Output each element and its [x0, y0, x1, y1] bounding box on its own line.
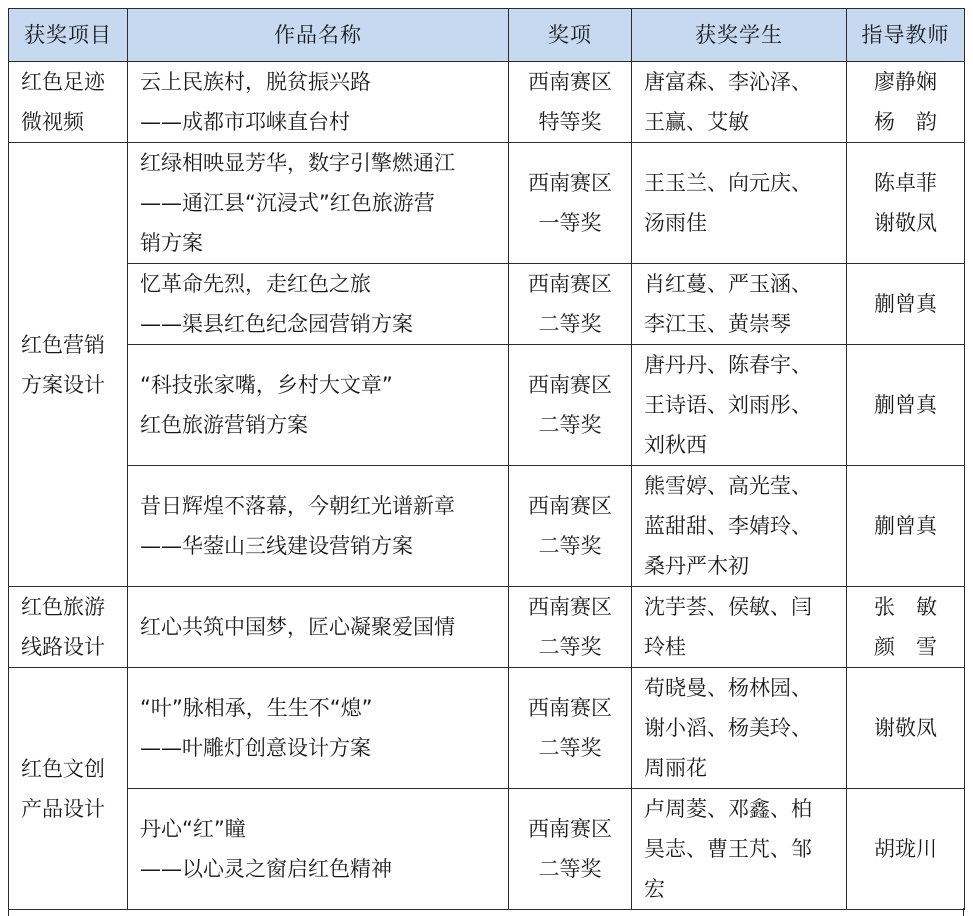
- work-title-line: 红绿相映显芳华，数字引擎燃通江: [140, 151, 455, 175]
- students-cell: [632, 668, 847, 789]
- table-row: [9, 62, 965, 143]
- award-cell: [509, 466, 632, 587]
- students-line: 肖红蔓、严玉涵、: [644, 272, 812, 296]
- award-line: 二等奖: [538, 534, 602, 558]
- award-cell: [509, 264, 632, 345]
- teacher-name: 陈卓菲: [874, 171, 937, 195]
- work-title-line: 云上民族村，脱贫振兴路: [140, 70, 371, 94]
- students-line: 玲桂: [644, 635, 686, 659]
- table-row: [9, 264, 965, 345]
- work-title-line: 昔日辉煌不落幕，今朝红光谱新章: [140, 494, 455, 518]
- teacher-name: 廖静娴: [874, 70, 937, 94]
- teacher-name: 谢敬凤: [874, 716, 937, 740]
- teacher-name: 蒯曾真: [874, 514, 937, 538]
- students-line: 熊雪婷、高光莹、: [644, 474, 812, 498]
- work-title-line: ——以心灵之窗启红色精神: [140, 857, 392, 881]
- work-title-line: “科技张家嘴，乡村大文章”: [140, 373, 393, 397]
- teacher-cell: [847, 789, 965, 910]
- award-cell: [509, 345, 632, 466]
- work-title-cell: [128, 345, 509, 466]
- students-line: 王赢、艾敏: [644, 110, 749, 134]
- header-work: 作品名称: [128, 9, 509, 62]
- category-line: 方案设计: [21, 372, 105, 397]
- teacher-name: 谢敬凤: [874, 211, 937, 235]
- work-title-line: “叶”脉相承，生生不“熄”: [140, 696, 373, 720]
- students-line: 宏: [644, 877, 665, 901]
- award-line: 二等奖: [538, 857, 602, 881]
- students-line: 昊志、曹王芃、邹: [644, 837, 812, 861]
- work-title-line: 丹心“红”瞳: [140, 817, 246, 841]
- table-row: [9, 345, 965, 466]
- students-cell: [632, 345, 847, 466]
- teacher-cell: [847, 345, 965, 466]
- teacher-cell: [847, 143, 965, 264]
- award-line: 二等奖: [538, 736, 602, 760]
- students-cell: [632, 264, 847, 345]
- header-row: [9, 9, 965, 62]
- students-cell: [632, 62, 847, 143]
- header-award: 奖项: [509, 9, 632, 62]
- students-line: 汤雨佳: [644, 211, 707, 235]
- work-title-cell: [128, 62, 509, 143]
- work-title-line: 忆革命先烈，走红色之旅: [140, 272, 371, 296]
- students-line: 桑丹严木初: [644, 554, 749, 578]
- work-title-line: ——通江县“沉浸式”红色旅游营: [140, 191, 435, 215]
- category-line: 微视频: [21, 110, 84, 134]
- teacher-cell: [847, 466, 965, 587]
- award-line: 西南赛区: [528, 70, 612, 94]
- students-line: 李江玉、黄崇琴: [644, 312, 791, 336]
- award-cell: [509, 789, 632, 910]
- teacher-cell: [847, 62, 965, 143]
- award-line: 西南赛区: [528, 817, 612, 841]
- students-line: 唐丹丹、陈春宇、: [644, 353, 812, 377]
- award-line: 西南赛区: [528, 595, 612, 619]
- teacher-cell: [847, 264, 965, 345]
- teacher-name: 胡珑川: [874, 837, 937, 861]
- work-title-cell: [128, 668, 509, 789]
- award-line: 西南赛区: [528, 696, 612, 720]
- students-line: 谢小滔、杨美玲、: [644, 716, 812, 740]
- category-cell: [9, 62, 128, 143]
- work-title-cell: [128, 789, 509, 910]
- students-line: 蓝甜甜、李婧玲、: [644, 514, 812, 538]
- teacher-name: 蒯曾真: [874, 393, 937, 417]
- table-row: [9, 466, 965, 587]
- category-line: 线路设计: [21, 635, 105, 659]
- students-line: 沈芋荟、侯敏、闫: [644, 595, 812, 619]
- award-line: 西南赛区: [528, 373, 612, 397]
- award-cell: [509, 143, 632, 264]
- header-category: 获奖项目: [9, 9, 128, 62]
- table-row: [9, 143, 965, 264]
- teacher-cell: [847, 668, 965, 789]
- award-line: 二等奖: [538, 635, 602, 659]
- category-line: 红色营销: [21, 332, 105, 357]
- category-line: 产品设计: [21, 796, 105, 821]
- work-title-cell: [128, 466, 509, 587]
- table-row: [9, 789, 965, 910]
- category-cell: [9, 587, 128, 668]
- students-line: 苟晓曼、杨林园、: [644, 676, 812, 700]
- award-line: 二等奖: [538, 413, 602, 437]
- students-cell: [632, 587, 847, 668]
- work-title-cell: [128, 264, 509, 345]
- teacher-name: 颜 雪: [874, 635, 937, 659]
- award-line: 西南赛区: [528, 171, 612, 195]
- category-line: 红色文创: [21, 756, 105, 781]
- work-title-line: ——渠县红色纪念园营销方案: [140, 312, 413, 336]
- teacher-cell: [847, 587, 965, 668]
- award-line: 西南赛区: [528, 272, 612, 296]
- header-students: 获奖学生: [632, 9, 847, 62]
- work-title-line: 红色旅游营销方案: [140, 413, 308, 437]
- table-row: [9, 668, 965, 789]
- students-line: 周丽花: [644, 756, 707, 780]
- category-cell: [9, 143, 128, 587]
- work-title-line: 红心共筑中国梦，匠心凝聚爱国情: [140, 615, 455, 639]
- work-title-line: ——华蓥山三线建设营销方案: [140, 534, 413, 558]
- teacher-name: 张 敏: [874, 595, 937, 619]
- students-line: 卢周菱、邓鑫、柏: [644, 797, 812, 821]
- work-title-line: 销方案: [140, 231, 203, 255]
- awards-table: [8, 8, 965, 910]
- category-line: 红色旅游: [21, 595, 105, 619]
- award-cell: [509, 587, 632, 668]
- students-line: 刘秋西: [644, 433, 707, 457]
- students-cell: [632, 466, 847, 587]
- award-cell: [509, 62, 632, 143]
- award-line: 特等奖: [538, 110, 602, 134]
- students-line: 王诗语、刘雨彤、: [644, 393, 812, 417]
- teacher-name: 蒯曾真: [874, 292, 937, 316]
- table-continuation-edge: [8, 908, 964, 916]
- header-teacher: 指导教师: [847, 9, 965, 62]
- award-cell: [509, 668, 632, 789]
- table-row: [9, 587, 965, 668]
- work-title-cell: [128, 143, 509, 264]
- work-title-line: ——成都市邛崃直台村: [140, 110, 350, 134]
- students-cell: [632, 789, 847, 910]
- teacher-name: 杨 韵: [874, 110, 937, 134]
- work-title-line: ——叶雕灯创意设计方案: [140, 736, 371, 760]
- students-cell: [632, 143, 847, 264]
- students-line: 王玉兰、向元庆、: [644, 171, 812, 195]
- award-line: 一等奖: [538, 211, 602, 235]
- category-cell: [9, 668, 128, 910]
- work-title-cell: [128, 587, 509, 668]
- category-line: 红色足迹: [21, 70, 105, 94]
- students-line: 唐富森、李沁泽、: [644, 70, 812, 94]
- award-line: 二等奖: [538, 312, 602, 336]
- award-line: 西南赛区: [528, 494, 612, 518]
